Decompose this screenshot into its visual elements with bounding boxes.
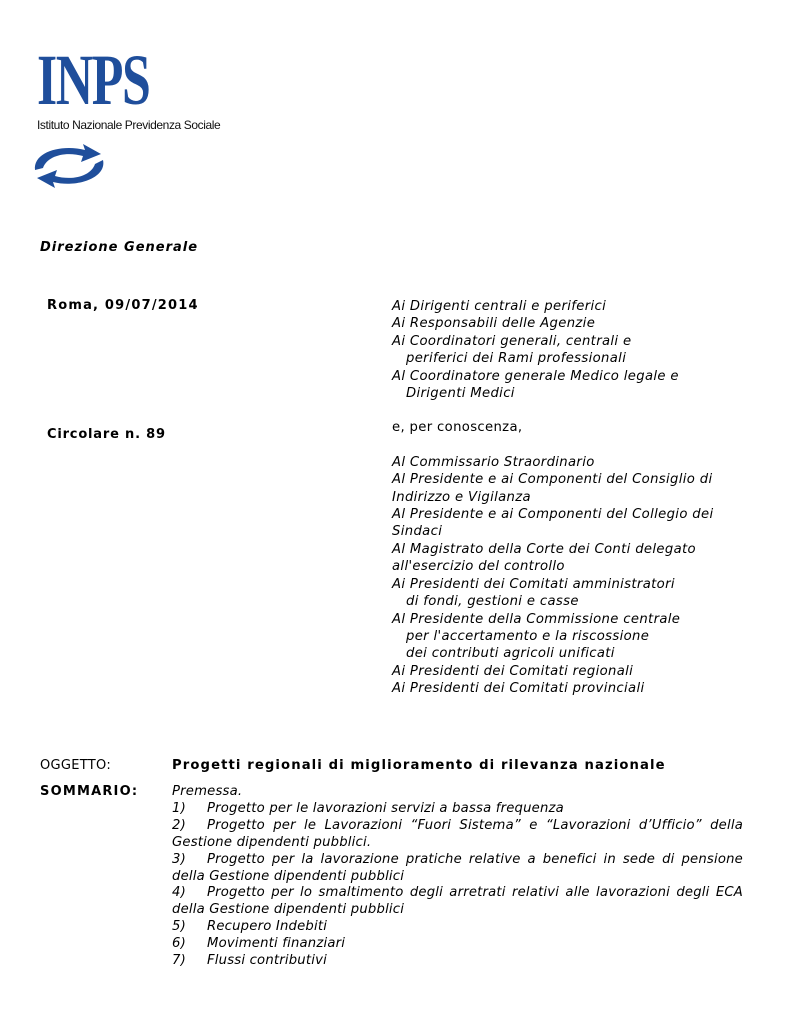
summary-item-text: Progetto per le Lavorazioni “Fuori Sistema” e “Lavorazioni d’Ufficio” della Gestione dipendenti pubblici. (172, 817, 743, 850)
summary-item-number: 7) (172, 953, 186, 969)
recipient-line: Ai Coordinatori generali, centrali e (392, 333, 632, 349)
cc-recipient-line: Al Presidente della Commissione centrale (392, 611, 681, 627)
cc-recipient-line: Al Presidente e ai Componenti del Consiglio di (392, 472, 713, 488)
recipient-line: Dirigenti Medici (406, 386, 515, 402)
cc-label: e, per conoscenza, (392, 420, 523, 436)
summary-item-number: 6) (172, 936, 186, 952)
inps-logo-subtitle: Istituto Nazionale Previdenza Sociale (37, 118, 221, 132)
summary-item-number: 1) (172, 800, 186, 816)
summary-item (172, 801, 743, 818)
inps-logo-wordmark: INPS (37, 40, 150, 120)
subject-text: Progetti regionali di miglioramento di rilevanza nazionale (172, 758, 666, 773)
cc-recipient-line: Al Presidente e ai Componenti del Collegio dei (392, 507, 714, 523)
cc-recipient-line: Sindaci (392, 524, 443, 540)
cc-recipient-line: Indirizzo e Vigilanza (392, 489, 531, 505)
recipients-block (392, 298, 752, 698)
department-name: Direzione Generale (40, 240, 199, 255)
recipient-line: Ai Dirigenti centrali e periferici (392, 299, 607, 314)
cc-recipient-line: Ai Presidenti dei Comitati provinciali (392, 681, 645, 697)
summary-item-number: 5) (172, 919, 186, 935)
recipient-line: periferici dei Rami professionali (406, 351, 627, 367)
summary-list (172, 784, 743, 970)
summary-item-number: 2) (172, 817, 186, 833)
cc-recipient-line: all'esercizio del controllo (392, 559, 565, 575)
summary-item-text: Progetto per la lavorazione pratiche relative a benefici in sede di pensione della Gestione dipendenti pubblici (172, 851, 743, 884)
summary-item (172, 953, 743, 970)
place-date: Roma, 09/07/2014 (47, 298, 199, 313)
summary-intro: Premessa. (172, 784, 243, 799)
summary-item (172, 885, 743, 919)
cc-recipient-line: Ai Presidenti dei Comitati regionali (392, 663, 634, 679)
summary-item-number: 4) (172, 885, 186, 901)
summary-item (172, 852, 743, 886)
recipient-line: Ai Responsabili delle Agenzie (392, 316, 596, 332)
summary-label: SOMMARIO: (40, 784, 139, 799)
subject-label: OGGETTO: (40, 758, 112, 773)
summary-item (172, 919, 743, 936)
circular-number: Circolare n. 89 (47, 427, 166, 442)
cc-recipient-line: Al Magistrato della Corte dei Conti delegato (392, 541, 696, 557)
summary-item-text: Flussi contributivi (207, 953, 327, 969)
summary-item-text: Movimenti finanziari (207, 936, 346, 952)
cc-recipient-line: Al Commissario Straordinario (392, 454, 595, 470)
cc-recipient-line: per l'accertamento e la riscossione (406, 628, 650, 644)
summary-item (172, 818, 743, 852)
summary-item-text: Recupero Indebiti (207, 919, 328, 935)
summary-item (172, 936, 743, 953)
summary-item-text: Progetto per lo smaltimento degli arretrati relativi alle lavorazioni degli ECA della Gestione dipendenti pubblici (172, 885, 743, 918)
inps-arrows-circle-icon (27, 140, 111, 190)
cc-recipient-line: dei contributi agricoli unificati (406, 646, 615, 662)
cc-recipient-line: di fondi, gestioni e casse (406, 594, 579, 610)
summary-item-number: 3) (172, 851, 186, 867)
recipient-line: Al Coordinatore generale Medico legale e (392, 368, 679, 384)
cc-recipient-line: Ai Presidenti dei Comitati amministratori (392, 576, 675, 592)
summary-item-text: Progetto per le lavorazioni servizi a bassa frequenza (207, 800, 564, 816)
